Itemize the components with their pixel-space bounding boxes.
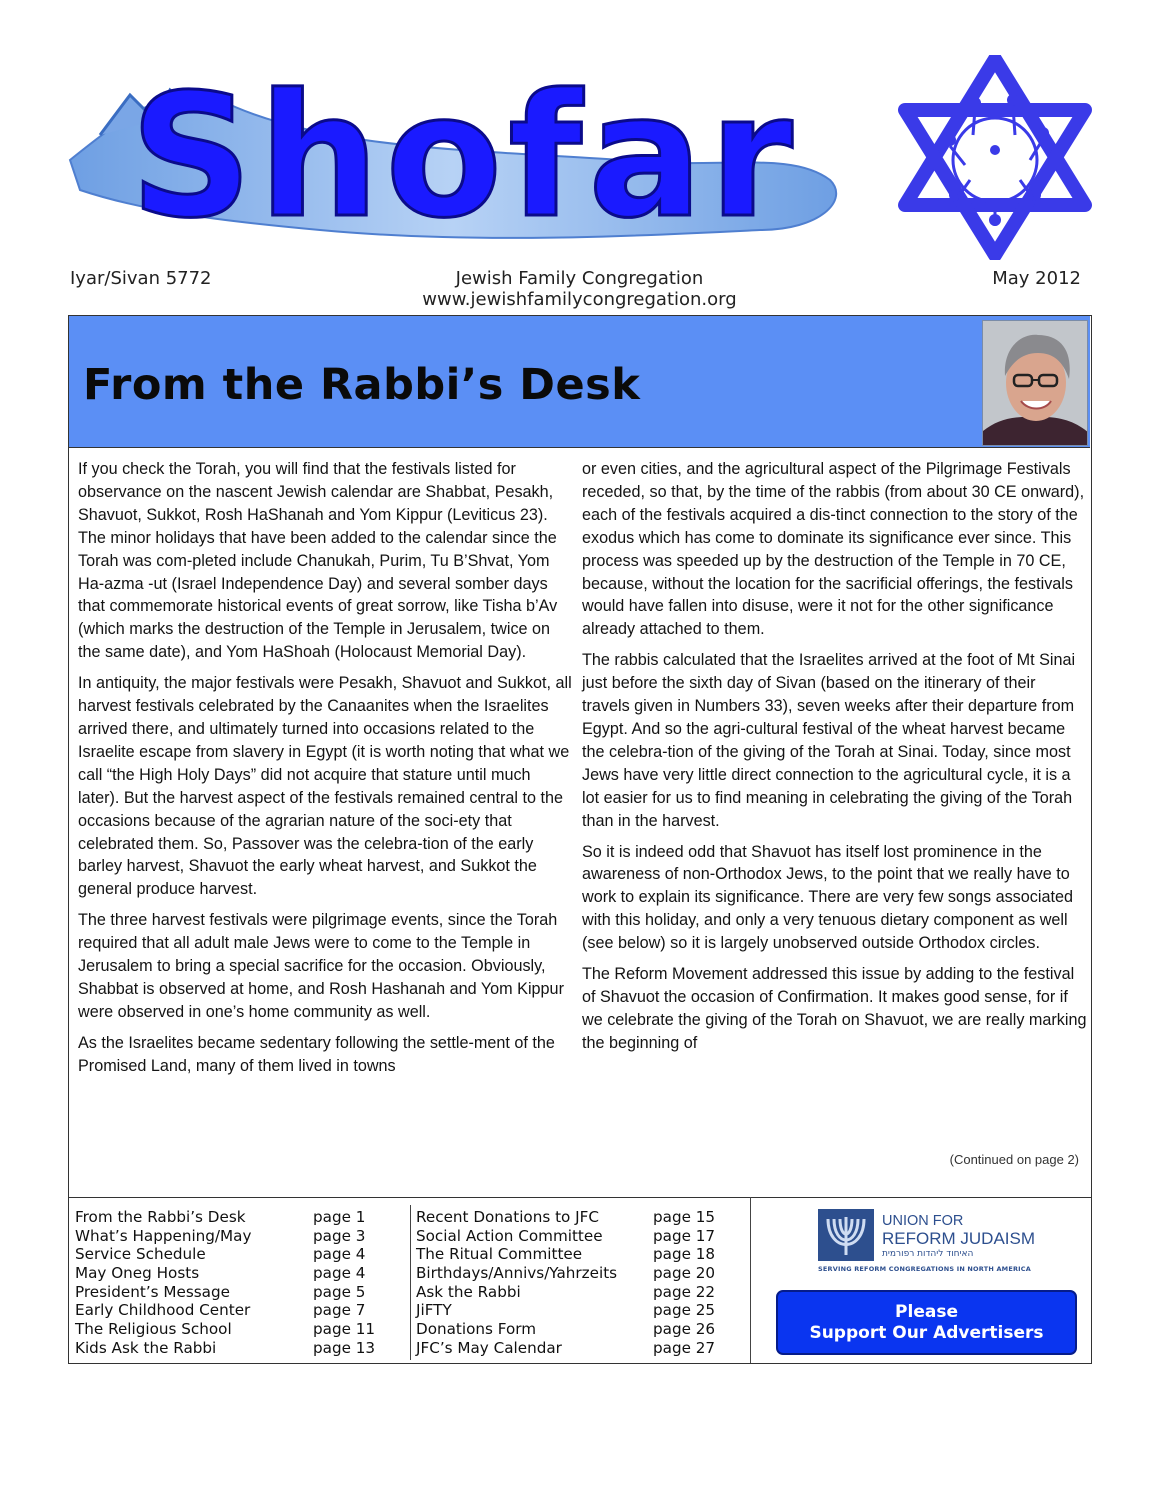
star-of-david-dancers-icon [895,55,1095,260]
toc-title: JFC’s May Calendar [416,1338,562,1357]
toc-title: Recent Donations to JFC [416,1208,599,1226]
toc-entry[interactable] [416,1320,746,1339]
toc-entry[interactable] [75,1320,405,1339]
website-link[interactable]: www.jewishfamilycongregation.org [422,289,737,310]
toc-page: page 18 [653,1245,716,1264]
toc-entry[interactable] [75,1227,405,1246]
article-paragraph: So it is indeed odd that Shavuot has itself lost prominence in the awareness of non-Orthodox Jews, to the point that we really have to work to explain its significance. There are very few songs associated with this holiday, and only a very tenuous dietary component as well (see below) so it is largely unobserved outside Orthodox circles. [582,842,1073,953]
table-of-contents [68,1197,1092,1364]
urj-logo [818,1209,1040,1273]
toc-column-2 [416,1208,746,1358]
toc-entry[interactable] [416,1301,746,1320]
urj-line2: REFORM JUDAISM [882,1229,1035,1248]
toc-title: May Oneg Hosts [75,1264,200,1283]
toc-page: page 20 [653,1264,716,1283]
toc-entry[interactable] [75,1301,405,1320]
menorah-icon [818,1209,874,1261]
toc-title: Social Action Committee [416,1226,603,1245]
toc-entry[interactable] [416,1264,746,1283]
toc-title: Kids Ask the Rabbi [75,1338,217,1357]
article-paragraph: If you check the Torah, you will find that the festivals listed for observance on the nascent Jewish calendar are Shabbat, Pesakh, Shavuot, Sukkot, Rosh HaShanah and Yom Kippur (Leviticus 23). The minor holidays that have been added to the calendar since the Torah was com-pleted include Chanukah, Purim, Tu B’Shvat, Yom Ha-azma -ut (Israel Independence Day) and several somber days that commemorate historical events of great sorrow, like Tisha b’Av (which marks the destruction of the Temple in Jerusalem, twice on the same date), and Yom HaShoah (Holocaust Memorial Day). [78,460,558,662]
masthead-logo [60,40,860,270]
toc-title: The Religious School [75,1320,232,1339]
toc-page: page 4 [313,1245,366,1264]
toc-entry[interactable] [75,1339,405,1358]
toc-entry[interactable] [75,1264,405,1283]
article-paragraph: As the Israelites became sedentary following the settle-ment of the Promised Land, many of them lived in towns [78,1033,555,1075]
toc-page: page 25 [653,1301,716,1320]
article-paragraph: The three harvest festivals were pilgrimage events, since the Torah required that all adult male Jews were to come to the Temple in Jerusalem to bring a special sacrifice for the occasion. Obviously, Shabbat is observed at home, and Rosh Hashanah and Yom Kippur were observed in one’s home community as well. [78,911,564,1021]
urj-name [882,1213,1035,1247]
toc-entry[interactable] [416,1245,746,1264]
toc-title: Service Schedule [75,1245,206,1264]
toc-page: page 1 [313,1208,366,1226]
toc-page: page 4 [313,1264,366,1283]
article-title: From the Rabbi’s Desk [83,360,641,410]
hebrew-date: Iyar/Sivan 5772 [70,268,212,289]
toc-divider [750,1197,751,1363]
article-paragraph: The rabbis calculated that the Israelites arrived at the foot of Mt Sinai just before the sixth day of Sivan (based on the itinerary of their travels given in Numbers 33), seven weeks after their departure from Egypt. And so the agri-cultural festival of the wheat harvest became the celebra-tion of the giving of the Torah at Sinai. Today, since most Jews have very little direct connection to the agricultural cycle, it is a lot easier for us to find meaning in celebrating the giving of the Torah than in the harvest. [582,651,1076,830]
support-line1: Please [895,1302,958,1322]
support-line2: Support Our Advertisers [809,1323,1044,1343]
toc-page: page 5 [313,1282,366,1301]
toc-page: page 11 [313,1320,376,1339]
toc-entry[interactable] [416,1208,746,1227]
toc-title: President’s Message [75,1282,230,1301]
toc-column-1 [75,1208,405,1358]
article-paragraph: The Reform Movement addressed this issue by adding to the festival of Shavuot the occasion of Confirmation. It makes good sense, for if we celebrate the giving of the Torah on Shavuot, we are really marking the beginning of [582,965,1087,1052]
toc-title: JiFTY [416,1301,452,1320]
toc-title: What’s Happening/May [75,1226,252,1245]
article-column-right [582,458,1087,1063]
toc-page: page 15 [653,1208,716,1226]
article-paragraph: In antiquity, the major festivals were Pesakh, Shavuot and Sukkot, all harvest festivals celebrated by the Canaanites when the Israelites arrived there, and ultimately turned into occasions related to the Israelite escape from slavery in Egypt (it is worth noting that what we call “the High Holy Days” did not acquire that stature until much later). But the harvest aspect of the festivals remained central to the occasions because of the agrarian nature of the soci-ety that celebrated them. So, Passover was the celebra-tion of the early barley harvest, Shavuot the early wheat harvest, and Sukkot the general produce harvest. [78,674,572,899]
article-paragraph: or even cities, and the agricultural aspect of the Pilgrimage Festivals receded, so that, by the time of the rabbis (from about 30 CE onward), each of the festivals acquired a dis-tinct connection to the story of the exodus which has come to dominate its significance ever since. This process was speeded up by the destruction of the Temple in 70 CE, because, without the location for the sacrificial offerings, the festivals would have fallen into disuse, were it not for the other significance already attached to them. [582,460,1085,639]
masthead-title: Shofar [130,58,799,256]
toc-title: Ask the Rabbi [416,1282,521,1301]
toc-divider [410,1205,411,1360]
rabbi-photo [982,320,1088,446]
toc-page: page 3 [313,1226,366,1245]
toc-page: page 13 [313,1338,376,1357]
toc-page: page 7 [313,1301,366,1320]
toc-page: page 22 [653,1282,716,1301]
continued-link[interactable]: (Continued on page 2) [949,1152,1079,1167]
urj-line1: UNION FOR [882,1213,964,1229]
rabbi-article [68,315,1092,1198]
toc-entry[interactable] [416,1339,746,1358]
toc-entry[interactable] [75,1208,405,1227]
article-column-left [78,458,574,1086]
toc-entry[interactable] [416,1283,746,1302]
support-advertisers-button[interactable] [776,1290,1077,1355]
toc-page: page 17 [653,1226,716,1245]
toc-title: Birthdays/Annivs/Yahrzeits [416,1264,618,1283]
toc-title: Early Childhood Center [75,1301,251,1320]
issue-date: May 2012 [992,268,1081,289]
toc-page: page 26 [653,1320,716,1339]
toc-entry[interactable] [75,1283,405,1302]
urj-hebrew: האיחוד ליהדות רפורמית [882,1249,974,1259]
article-banner [69,316,1090,448]
toc-title: The Ritual Committee [416,1245,583,1264]
toc-title: From the Rabbi’s Desk [75,1208,246,1226]
toc-title: Donations Form [416,1320,537,1339]
urj-tagline: SERVING REFORM CONGREGATIONS IN NORTH AMERICA [818,1265,1032,1273]
toc-entry[interactable] [416,1227,746,1246]
toc-entry[interactable] [75,1245,405,1264]
congregation-name: Jewish Family Congregation [455,268,704,289]
toc-page: page 27 [653,1338,716,1357]
